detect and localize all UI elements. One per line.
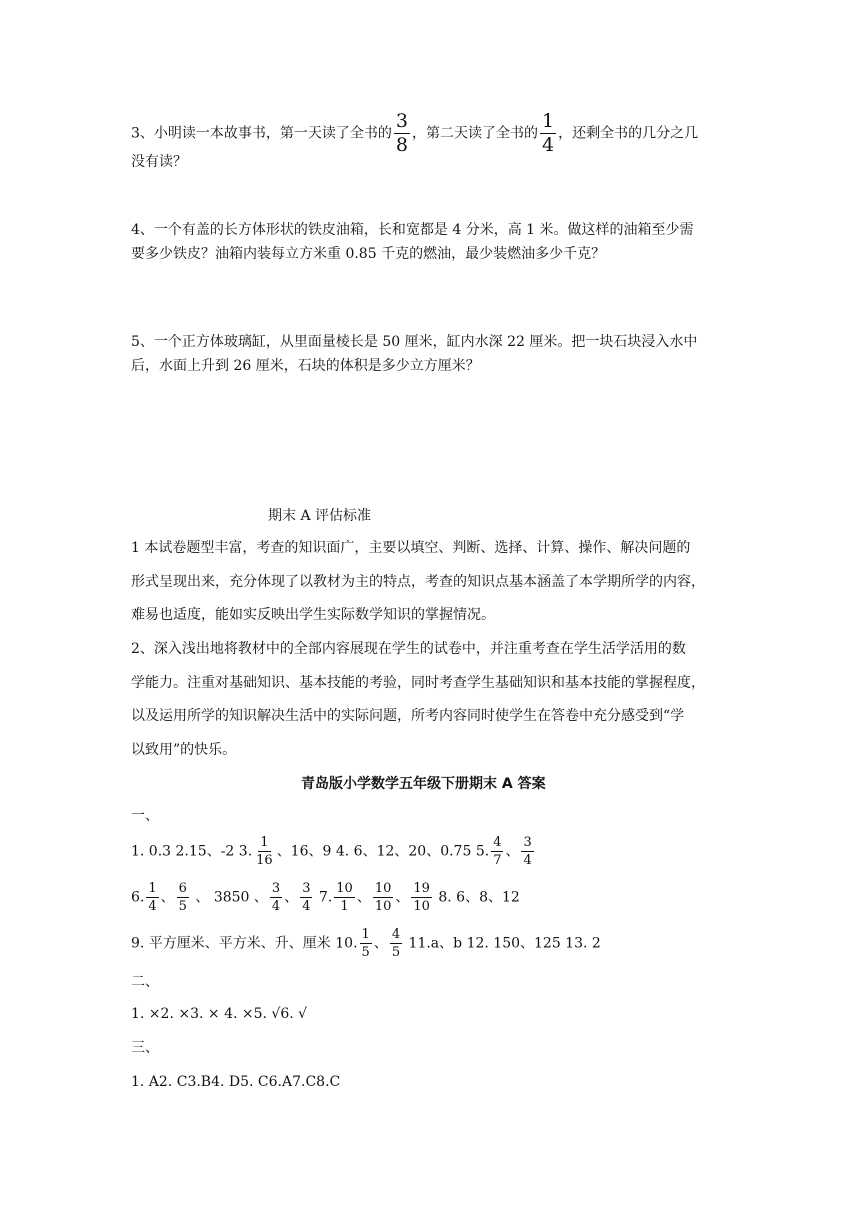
fraction-3-4-b: $\frac{3}{4}$ bbox=[271, 881, 281, 914]
section-3-heading: 三、 bbox=[131, 1040, 159, 1056]
fraction-1-16: $\frac{1}{16}$ bbox=[256, 835, 273, 868]
question-3-text-c: ，还剩全书的几分之几 bbox=[558, 125, 699, 142]
fraction-10-1: $\frac{10}{1}$ bbox=[336, 881, 353, 914]
eval-line-7: 以致用”的快乐。 bbox=[131, 742, 237, 758]
fraction-1-4-b: $\frac{1}{4}$ bbox=[148, 881, 157, 914]
question-3-line2: 没有读？ bbox=[131, 154, 187, 170]
fraction-1-4: $\frac{1}{4}$ bbox=[542, 110, 555, 156]
fraction-6-5: $\frac{6}{5}$ bbox=[178, 881, 187, 914]
question-3-line1 bbox=[131, 112, 698, 155]
fraction-19-10: $\frac{19}{10}$ bbox=[413, 881, 430, 914]
answer-row-4: 1. ×2. ×3. × 4. ×5. √6. √ bbox=[131, 1006, 308, 1022]
eval-line-3: 难易也适度，能如实反映出学生实际数学知识的掌握情况。 bbox=[131, 607, 495, 623]
answers-title: 青岛版小学数学五年级下册期末 A 答案 bbox=[301, 776, 546, 792]
fraction-4-5: $\frac{4}{5}$ bbox=[391, 927, 401, 960]
answer-row-3: 9. 平方厘米、平方米、升、厘米 10. $\frac{1}{5}$ 、 $\frac{4}{5}$ 11.a、b 12. 150、125 13. 2 bbox=[131, 927, 601, 960]
fraction-10-10: $\frac{10}{10}$ bbox=[374, 881, 392, 914]
fraction-4-7: $\frac{4}{7}$ bbox=[493, 835, 502, 868]
question-5-line2: 后，水面上升到 26 厘米，石块的体积是多少立方厘米？ bbox=[131, 358, 480, 374]
question-3-text-b: ，第二天读了全书的 bbox=[412, 125, 538, 142]
answer-row-2: 6. $\frac{1}{4}$ 、 $\frac{6}{5}$ 、 3850 、 $\frac{3}{4}$ 、 $\frac{3}{4}$ 7. $\frac{10}{1}$ 、 $\frac{10}{10}$ 、 $\frac{19}{10}$ 8. 6、8、12 bbox=[131, 881, 520, 914]
eval-title: 期末 A 评估标准 bbox=[268, 508, 372, 524]
fraction-3-4-c: $\frac{3}{4}$ bbox=[302, 881, 311, 914]
eval-line-5: 学能力。注重对基础知识、基本技能的考验，同时考查学生基础知识和基本技能的掌握程度， bbox=[131, 675, 705, 691]
section-2-heading: 二、 bbox=[131, 974, 159, 990]
question-4-line1: 4、一个有盖的长方体形状的铁皮油箱，长和宽都是 4 分米，高 1 米。做这样的油箱至少需 bbox=[131, 222, 694, 238]
question-3-text-a: 3、小明读一本故事书，第一天读了全书的 bbox=[131, 125, 392, 142]
fraction-3-8: $\frac{3}{8}$ bbox=[395, 110, 408, 156]
eval-line-4: 2、深入浅出地将教材中的全部内容展现在学生的试卷中，并注重考查在学生活学活用的数 bbox=[131, 641, 686, 657]
answer-row-5: 1. A2. C3.B4. D5. C6.A7.C8.C bbox=[131, 1074, 341, 1090]
question-5-line1: 5、一个正方体玻璃缸，从里面量棱长是 50 厘米，缸内水深 22 厘米。把一块石块浸入水中 bbox=[131, 334, 698, 350]
eval-line-6: 以及运用所学的知识解决生活中的实际问题，所考内容同时使学生在答卷中充分感受到“学 bbox=[131, 708, 685, 724]
fraction-1-5: $\frac{1}{5}$ bbox=[361, 927, 370, 960]
section-1-heading: 一、 bbox=[131, 808, 159, 824]
question-4-line2: 要多少铁皮？油箱内装每立方米重 0.85 千克的燃油，最少装燃油多少千克？ bbox=[131, 246, 606, 262]
answer-row-1: 1. 0.3 2.15、-2 3. $\frac{1}{16}$ 、16、9 4. 6、12、20、0.75 5. $\frac{4}{7}$ 、 $\frac{3}{4}$ bbox=[131, 835, 532, 868]
eval-line-2: 形式呈现出来，充分体现了以教材为主的特点，考查的知识点基本涵盖了本学期所学的内容， bbox=[131, 574, 705, 590]
eval-line-1: 1 本试卷题型丰富，考查的知识面广，主要以填空、判断、选择、计算、操作、解决问题的 bbox=[131, 540, 691, 556]
fraction-3-4: $\frac{3}{4}$ bbox=[523, 835, 532, 868]
